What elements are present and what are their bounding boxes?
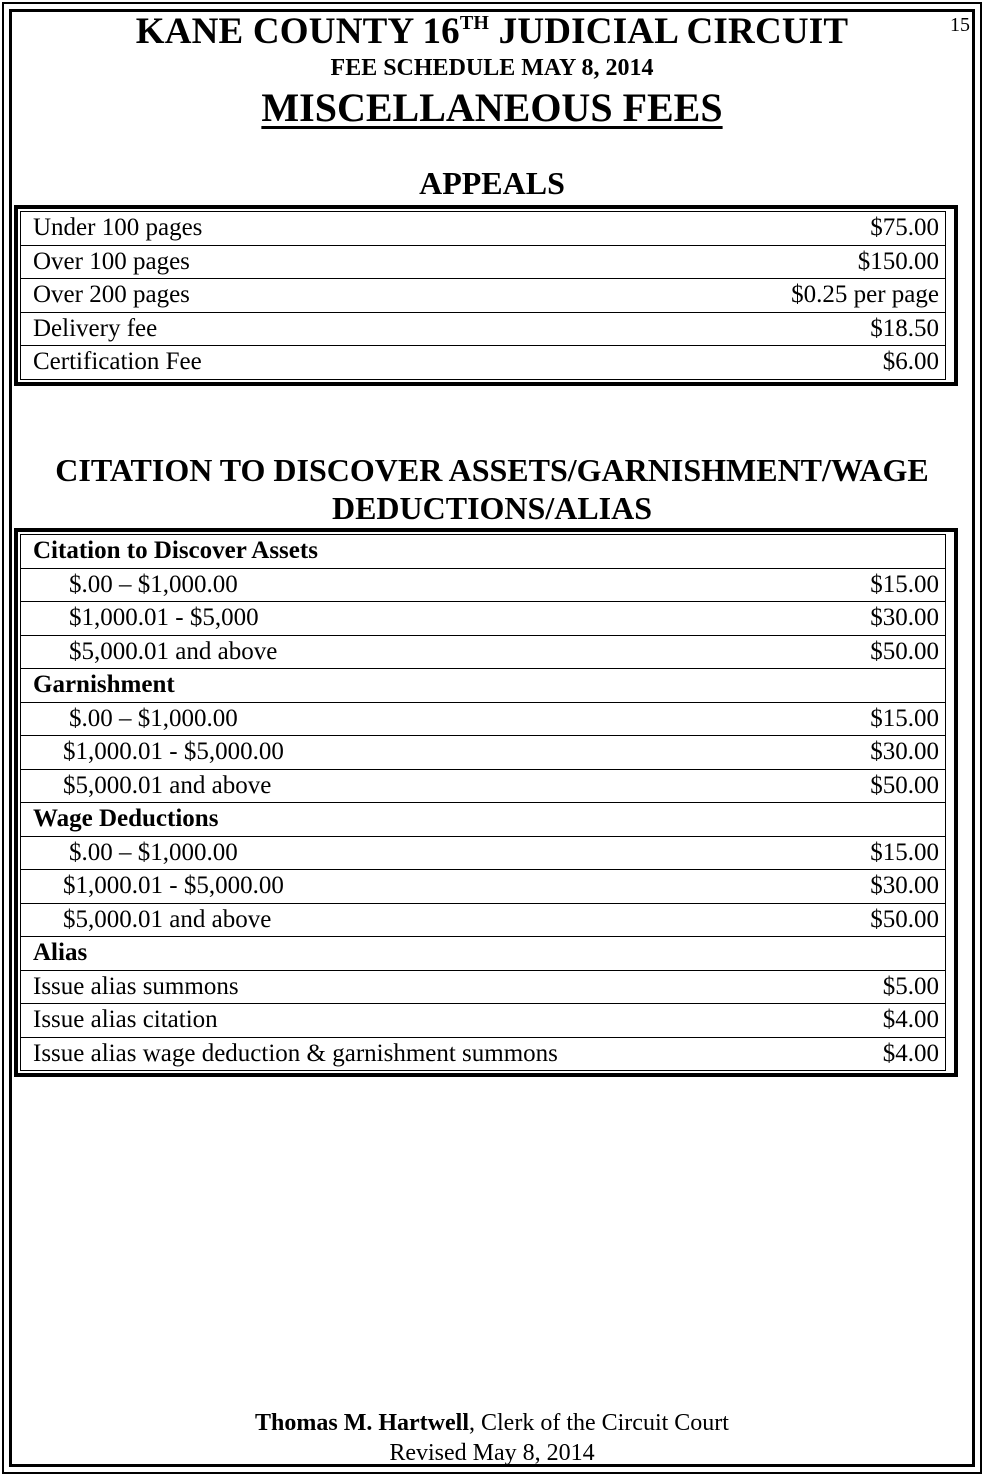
fee-label: Certification Fee: [21, 346, 512, 380]
group-header-row: [21, 535, 946, 569]
group-title: Garnishment: [21, 669, 818, 703]
fee-amount: $30.00: [818, 736, 946, 770]
group-header-row: [21, 937, 946, 971]
clerk-line: [0, 1408, 984, 1438]
fee-row: [21, 970, 946, 1004]
page-title: [0, 10, 984, 53]
fee-row: [21, 212, 946, 246]
fee-label: $.00 – $1,000.00: [21, 836, 818, 870]
fee-label: $5,000.01 and above: [21, 635, 818, 669]
fee-amount: $75.00: [870, 214, 939, 242]
appeals-heading: APPEALS: [419, 165, 565, 201]
fee-amount: $4.00: [818, 1004, 946, 1038]
fee-amount: $6.00: [511, 346, 945, 380]
fee-label: $5,000.01 and above: [21, 903, 818, 937]
title-superscript: TH: [459, 12, 490, 34]
fee-row: [21, 568, 946, 602]
clerk-title: , Clerk of the Circuit Court: [469, 1410, 729, 1436]
main-heading: [0, 84, 984, 131]
fee-row: [21, 245, 946, 279]
fee-amount: $15.00: [818, 702, 946, 736]
fee-row: [21, 279, 946, 313]
fee-label: Over 100 pages: [21, 245, 512, 279]
fee-amount: [818, 803, 946, 837]
fee-amount: $4.00: [818, 1037, 946, 1071]
fee-row: [21, 870, 946, 904]
fee-row: [21, 1037, 946, 1071]
fee-label: $1,000.01 - $5,000.00: [21, 736, 818, 770]
fee-amount: $50.00: [818, 769, 946, 803]
fee-schedule-subtitle: FEE SCHEDULE MAY 8, 2014: [330, 55, 654, 81]
fee-amount: $18.50: [511, 312, 945, 346]
group-title: Alias: [21, 937, 818, 971]
fee-row: [21, 312, 946, 346]
fee-amount: $0.25 per page: [511, 279, 945, 313]
appeals-table: [14, 205, 958, 386]
fee-label: Delivery fee: [21, 312, 512, 346]
fee-label: $1,000.01 - $5,000: [21, 602, 818, 636]
footer: [0, 1408, 984, 1468]
fee-row: [21, 635, 946, 669]
fee-label: $.00 – $1,000.00: [21, 568, 818, 602]
fee-amount: $5.00: [818, 970, 946, 1004]
clerk-name: Thomas M. Hartwell: [255, 1410, 469, 1436]
fee-amount: [818, 937, 946, 971]
main-heading-text: MISCELLANEOUS FEES: [261, 85, 723, 130]
fee-label: Issue alias wage deduction & garnishment summons: [21, 1037, 818, 1071]
fee-amount: $50.00: [818, 903, 946, 937]
fee-amount: [818, 535, 946, 569]
fee-row: [21, 1004, 946, 1038]
fee-amount: $15.00: [818, 836, 946, 870]
title-part1: KANE COUNTY 16: [135, 11, 460, 52]
revised-date: Revised May 8, 2014: [389, 1440, 595, 1466]
group-header-row: [21, 803, 946, 837]
fee-row: [21, 346, 946, 380]
fee-label: Over 200 pages: [21, 279, 512, 313]
title-part2: JUDICIAL CIRCUIT: [489, 11, 849, 52]
fee-row: [21, 769, 946, 803]
fee-row: [21, 602, 946, 636]
fee-row: [21, 736, 946, 770]
citation-table: [14, 528, 958, 1077]
fee-amount: $30.00: [818, 602, 946, 636]
fee-label: Under 100 pages: [33, 214, 203, 242]
group-title: Wage Deductions: [21, 803, 818, 837]
fee-label: $5,000.01 and above: [21, 769, 818, 803]
fee-row: [21, 702, 946, 736]
fee-label: $.00 – $1,000.00: [21, 702, 818, 736]
fee-amount: $15.00: [818, 568, 946, 602]
fee-label: $1,000.01 - $5,000.00: [21, 870, 818, 904]
fee-amount: [818, 669, 946, 703]
group-title: Citation to Discover Assets: [33, 537, 318, 565]
fee-amount: $150.00: [511, 245, 945, 279]
citation-heading: [0, 451, 984, 527]
fee-label: Issue alias summons: [21, 970, 818, 1004]
fee-amount: $50.00: [818, 635, 946, 669]
fee-row: [21, 903, 946, 937]
citation-heading-line2: DEDUCTIONS/ALIAS: [331, 490, 653, 526]
citation-heading-line1: CITATION TO DISCOVER ASSETS/GARNISHMENT/WAGE: [55, 452, 929, 488]
group-header-row: [21, 669, 946, 703]
fee-row: [21, 836, 946, 870]
page-number: 15: [950, 14, 970, 36]
fee-amount: $30.00: [818, 870, 946, 904]
fee-label: Issue alias citation: [21, 1004, 818, 1038]
